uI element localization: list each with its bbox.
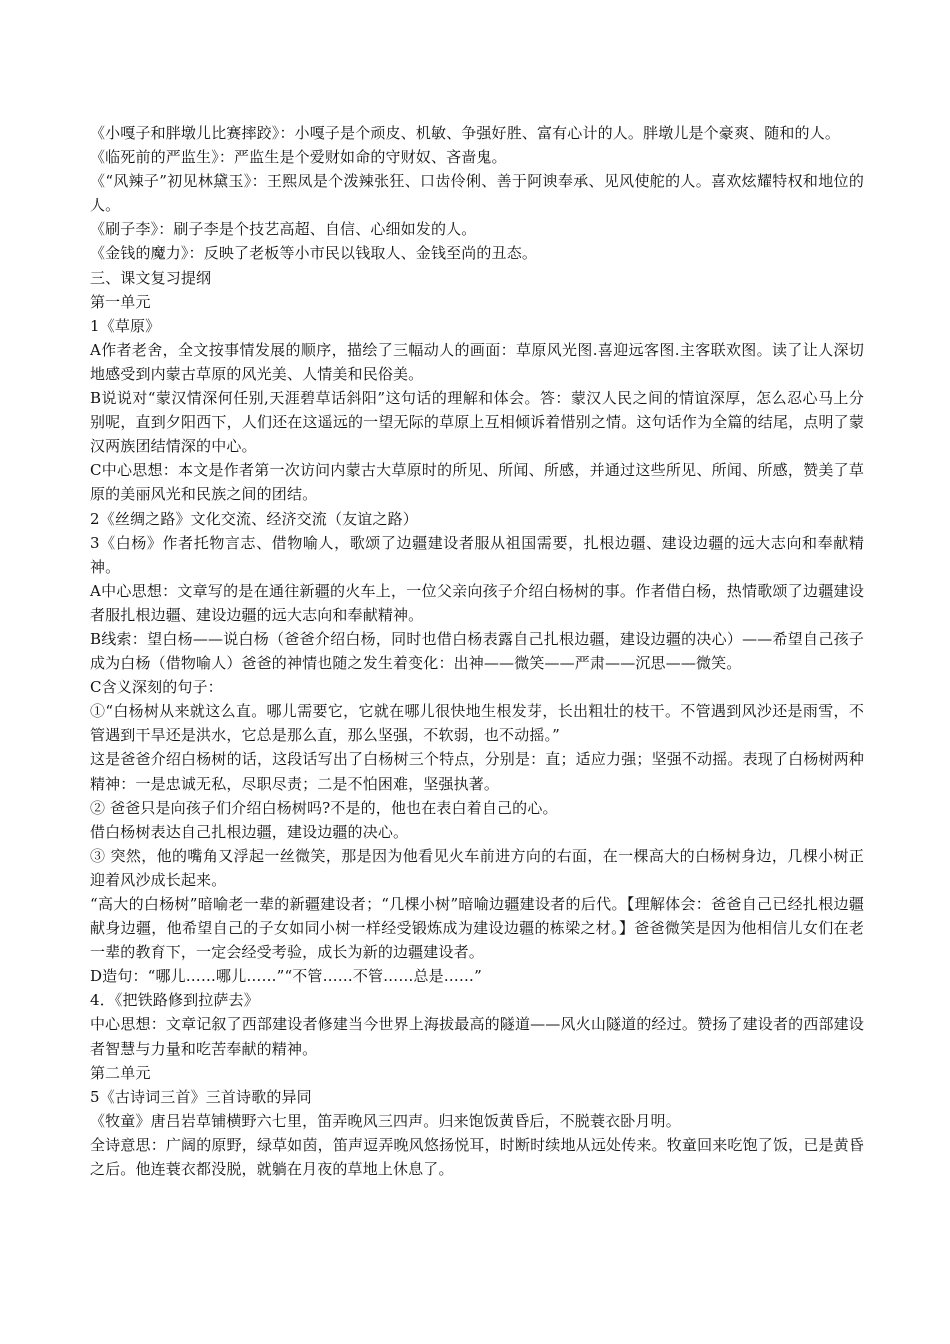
paragraph-jinqian: 《金钱的魔力》：反映了老板等小市民以钱取人、金钱至尚的丑态。: [90, 244, 538, 263]
paragraph-tielu-center: 中心思想：文章记叙了西部建设者修建当今世界上海拔最高的隧道——风火山隧道的经过。赞扬了建设者的西部建设者智慧与力量和吃苦奉献的精神。: [90, 1015, 864, 1058]
paragraph-quote-1-explain: 这是爸爸介绍白杨树的话，这段话写出了白杨树三个特点，分别是：直；适应力强；坚强不动摇。表现了白杨树两种精神：一是忠诚无私，尽职尽责；二是不怕困难，坚强执著。: [90, 750, 864, 793]
paragraph-quote-3: ③ 突然，他的嘴角又浮起一丝微笑，那是因为他看见火车前进方向的右面，在一棵高大的白杨树身边，几棵小树正迎着风沙成长起来。: [90, 846, 864, 889]
paragraph-quote-2: ② 爸爸只是向孩子们介绍白杨树吗?不是的，他也在表白着自己的心。: [90, 798, 558, 817]
paragraph-shuazili: 《刷子李》：刷子李是个技艺高超、自信、心细如发的人。: [90, 220, 477, 239]
paragraph-xiaogazi: 《小嘎子和胖墩儿比赛摔跤》：小嘎子是个顽皮、机敏、争强好胜、富有心计的人。胖墩儿是个豪爽、随和的人。: [90, 124, 841, 142]
paragraph-caoyuan-b: B说说对“蒙汉情深何任别,天涯碧草话斜阳”这句话的理解和体会。答：蒙汉人民之间的情谊深厚，怎么忍心马上分别呢，直到夕阳西下，人们还在这遥远的一望无际的草原上互相倾诉着惜别之情。这句话作为全篇的结尾，点明了蒙汉两族团结情深的中心。: [90, 389, 864, 456]
paragraph-yanjiansheng: 《临死前的严监生》：严监生是个爱财如命的守财奴、吝啬鬼。: [90, 148, 507, 167]
lesson-title-caoyuan: 1《草原》: [90, 316, 161, 335]
paragraph-baiyang-a: A中心思想：文章写的是在通往新疆的火车上，一位父亲向孩子介绍白杨树的事。作者借白杨，热情歌颂了边疆建设者服扎根边疆、建设边疆的远大志向和奉献精神。: [90, 581, 864, 624]
paragraph-caoyuan-c: C中心思想：本文是作者第一次访问内蒙古大草原时的所见、所闻、所感，并通过这些所见、所闻、所感，赞美了草原的美丽风光和民族之间的团结。: [90, 461, 864, 504]
unit-heading-1: 第一单元: [90, 292, 151, 311]
paragraph-quote-3-explain: “高大的白杨树”暗喻老一辈的新疆建设者；“几棵小树”暗喻边疆建设者的后代。【理解体会：爸爸自己已经扎根边疆献身边疆，他希望自己的子女如同小树一样经受锻炼成为建设边疆的栋梁之材。】爸爸微笑是因为他相信儿女们在老一辈的教育下，一定会经受考验，成长为新的边疆建设者。: [90, 895, 864, 962]
paragraph-baiyang-d: D造句：“哪儿……哪儿……”“不管……不管……总是……”: [90, 967, 482, 986]
paragraph-baiyang-c: C含义深刻的句子：: [90, 678, 223, 697]
section-heading-review: 三、课文复习提纲: [90, 268, 212, 287]
paragraph-quote-2-explain: 借白杨树表达自己扎根边疆，建设边疆的决心。: [90, 822, 409, 841]
lesson-title-sichou: 2《丝绸之路》文化交流、经济交流（友谊之路）: [90, 509, 418, 528]
lesson-title-tielu: 4．《把铁路修到拉萨去》: [90, 991, 259, 1010]
paragraph-mutong-poem: 《牧童》唐吕岩草铺横野六七里，笛弄晚风三四声。归来饱饭黄昏后，不脱蓑衣卧月明。: [90, 1111, 681, 1130]
paragraph-mutong-meaning: 全诗意思：广阔的原野，绿草如茵，笛声逗弄晚风悠扬悦耳，时断时续地从远处传来。牧童回来吃饱了饭，已是黄昏之后。他连蓑衣都没脱，就躺在月夜的草地上休息了。: [90, 1135, 864, 1179]
paragraph-caoyuan-a: A作者老舍，全文按事情发展的顺序，描绘了三幅动人的画面：草原风光图.喜迎远客图.主客联欢图。读了让人深切地感受到内蒙古草原的风光美、人情美和民俗美。: [90, 340, 864, 383]
unit-heading-2: 第二单元: [90, 1063, 151, 1082]
paragraph-fenglazi: 《“风辣子”初见林黛玉》：王熙凤是个泼辣张狂、口齿伶俐、善于阿谀奉承、见风使舵的人。喜欢炫耀特权和地位的人。: [90, 172, 864, 215]
paragraph-baiyang-b: B线索：望白杨——说白杨（爸爸介绍白杨，同时也借白杨表露自己扎根边疆，建设边疆的决心）——希望自己孩子成为白杨（借物喻人）爸爸的神情也随之发生着变化：出神——微笑——严肃——沉思——微笑。: [90, 629, 864, 673]
lesson-title-gushici: 5《古诗词三首》三首诗歌的异同: [90, 1087, 312, 1106]
lesson-title-baiyang: 3《白杨》作者托物言志、借物喻人，歌颂了边疆建设者服从祖国需要，扎根边疆、建设边疆的远大志向和奉献精神。: [90, 533, 864, 576]
document-page: [90, 121, 864, 1181]
paragraph-quote-1: ①“白杨树从来就这么直。哪儿需要它，它就在哪儿很快地生根发芽，长出粗壮的枝干。不管遇到风沙还是雨雪，不管遇到干旱还是洪水，它总是那么直，那么坚强，不软弱，也不动摇。”: [90, 702, 864, 745]
